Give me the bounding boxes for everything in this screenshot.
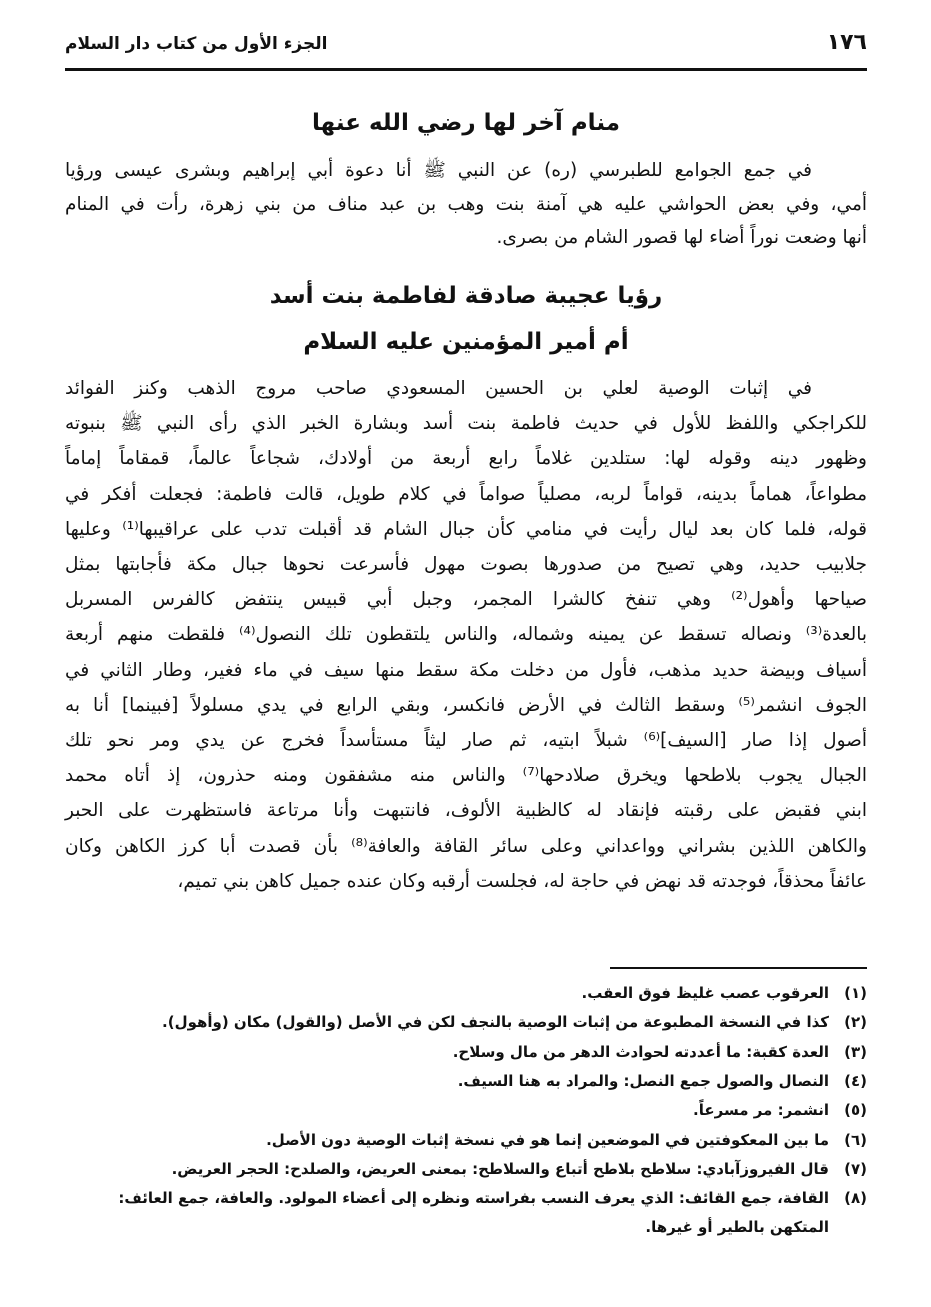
text-line: الجبال يجوب بلاطحها ويخرق صلادحها⁽⁷⁾ والناس منه مشفقون ومنه حذرون، إذ أتاه محمد [65, 765, 867, 787]
footnote-text: قال الفيروزآبادي: سلاطح بلاطح أتباع والسلاطح: بمعنى العريض، والصلدح: الحجر العريض. [171, 1159, 829, 1178]
footnote-text: القافة، جمع القائف: الذي يعرف النسب بفراسته ونظره إلى أعضاء المولود. والعافة، جمع العائف: [118, 1189, 829, 1208]
footnote [65, 984, 867, 1002]
footnote-number: (٦) [844, 1130, 867, 1149]
text-line: ابني فقبض على رقبته فإنقاد له كالظبية الألوف، فانتبهت وأنا مرتاعة فاستظهرت على الحبر [65, 800, 867, 822]
text-line: وظهور دينه وقوله لها: ستلدين غلاماً رابع أربعة من أولادك، شجاعاً عالماً، قمقاماً إماماً [65, 448, 867, 470]
text-line: عائفاً محذقاً، فوجدته قد نهض في حاجة له، فجلست أرقبه وكان عنده جميل كاهن بني تميم، [177, 870, 867, 892]
text-line: أسياف وبيضة حديد مذهب، فأول من دخلت مكة سقط منها سيف في ماء فغير، وطار الثاني في [65, 659, 867, 681]
footnote-text: ما بين المعكوفتين في الموضعين إنما هو في نسخة إثبات الوصية دون الأصل. [266, 1130, 829, 1149]
page-header [65, 30, 867, 62]
footnote-number: (٢) [844, 1013, 867, 1032]
text-line: أمي، وفي بعض الحواشي عليه هي آمنة بنت وهب بن عبد مناف من بني زهرة، رأت في المنام [65, 193, 867, 215]
footnote-number: (٧) [844, 1159, 867, 1178]
text-line: أصول إذا صار [السيف]⁽⁶⁾ شبلاً ابتيه، ثم صار ليثاً مستأسداً فخرج عن يدي ومر نحو تلك [65, 730, 868, 751]
footnote-text: النصال والصول جمع النصل: والمراد به هنا السيف. [457, 1071, 829, 1090]
footnote-number: (١) [844, 984, 867, 1002]
footnote [65, 1189, 867, 1207]
page-number: ١٧٦ [826, 30, 867, 55]
text-line: في إثبات الوصية لعلي بن الحسين المسعودي صاحب مروج الذهب وكنز الفوائد [65, 378, 812, 399]
footnote-rule [610, 967, 867, 969]
footnote [65, 1043, 867, 1061]
footnote-number: (٨) [844, 1189, 867, 1208]
header-rule [65, 68, 867, 71]
text-line: الجوف انشمر⁽⁵⁾ وسقط الثالث في الأرض فانكسر، وبقي الرابع في يدي مسلولاً [فبينما] أنا به [65, 694, 867, 716]
running-title: الجزء الأول من كتاب دار السلام [65, 34, 328, 54]
footnote-text: كذا في النسخة المطبوعة من إثبات الوصية بالنجف لكن في الأصل (والقول) مكان (وأهول). [162, 1013, 829, 1032]
footnote [65, 1101, 867, 1119]
footnote-text: انشمر: مر مسرعاً. [693, 1101, 829, 1120]
text-line: صياحها وأهول⁽²⁾ وهي تنفخ كالشرا المجمر، وجبل أبي قبيس ينتفض كالفرس المسربل [65, 589, 868, 611]
footnote-number: (٥) [844, 1101, 867, 1120]
footnote-text: العدة كقبة: ما أعددته لحوادث الدهر من مال وسلاح. [452, 1042, 829, 1061]
text-line: أنها وضعت نوراً أضاء لها قصور الشام من بصرى. [496, 227, 867, 248]
footnote-text: العرقوب عصب غليظ فوق العقب. [581, 984, 829, 1002]
text-line: جلابيب حديد، وهي تصيح من صدورها بصوت مهول فأسرعت نحوها جبال مكة فأجابتها بمثل [65, 554, 867, 575]
text-line: مطواعاً، هماماً بدينه، قواماً لربه، مصلياً صواماً في كلام طويل، قالت فاطمة: فجعلت أفكر في [65, 483, 867, 505]
section-title-2b: أم أمير المؤمنين عليه السلام [303, 329, 629, 355]
section-title-2a: رؤيا عجيبة صادقة لفاطمة بنت أسد [269, 283, 663, 309]
footnote [65, 1072, 867, 1090]
footnote-number: (٤) [844, 1071, 867, 1090]
footnote-continuation: المتكهن بالطير أو غيرها. [645, 1218, 829, 1237]
footnote-number: (٣) [844, 1042, 867, 1061]
text-line: والكاهن اللذين بشراني وواعداني وعلى سائر القافة والعافة⁽⁸⁾ بأن قصدت أبا كرز الكاهن وكان [65, 835, 867, 857]
text-line: بالعدة⁽³⁾ ونصاله تسقط عن يمينه وشماله، والناس يلتقطون تلك النصول⁽⁴⁾ فلقطت منهم أربعة [65, 624, 867, 646]
footnote [65, 1013, 867, 1031]
footnote [65, 1160, 867, 1178]
section-title-1: منام آخر لها رضي الله عنها [312, 110, 620, 136]
text-line: قوله، فلما كان بعد ليال رأيت في منامي كأن جبال الشام قد أقبلت تدب على عراقيبها⁽¹⁾ وعليها [65, 518, 867, 540]
text-line: للكراجكي واللفظ للأول في حديث فاطمة بنت أسد وبشارة الخبر الذي رأى النبي ﷺ بنبوته [65, 413, 867, 435]
text-line: في جمع الجوامع للطبرسي (ره) عن النبي ﷺ أنا دعوة أبي إبراهيم وبشرى عيسى ورؤيا [65, 160, 812, 181]
footnote [65, 1131, 867, 1149]
